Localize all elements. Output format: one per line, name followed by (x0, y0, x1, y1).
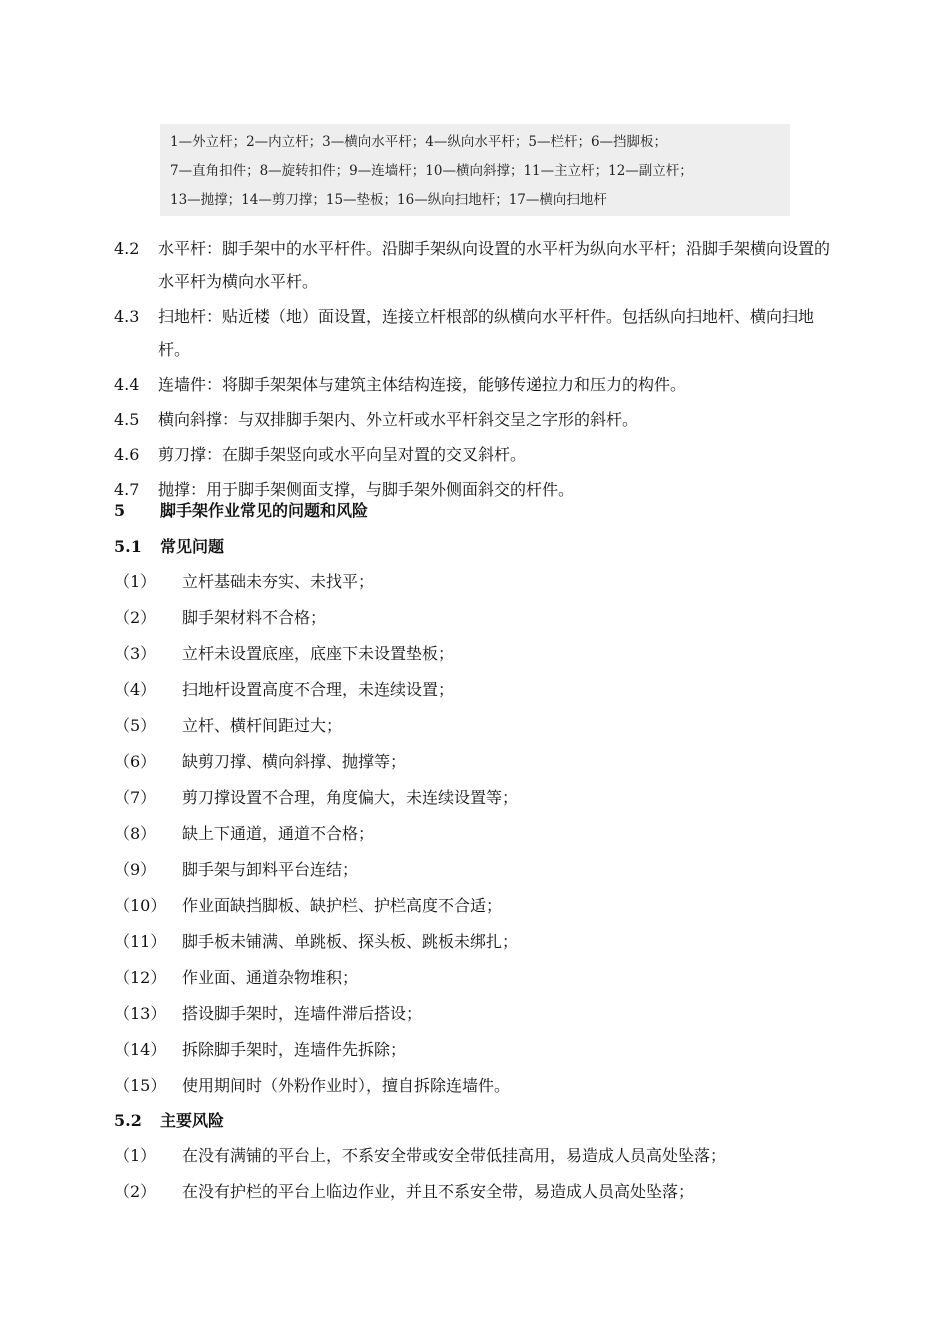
item-text: 缺上下通道，通道不合格； (182, 824, 375, 843)
definition-text: 水平杆：脚手架中的水平杆件。沿脚手架纵向设置的水平杆为纵向水平杆；沿脚手架横向设置的水平杆为横向水平杆。 (158, 239, 831, 291)
item-text: 使用期间时（外粉作业时），擅自拆除连墙件。 (182, 1076, 511, 1095)
main-risks-list (114, 1138, 854, 1210)
item-text: 立杆基础未夯实、未找平； (182, 572, 375, 591)
list-item (114, 816, 854, 852)
list-item (114, 888, 854, 924)
item-number: （11） (114, 932, 167, 951)
figure-legend (160, 124, 790, 216)
definition-4-4 (114, 368, 844, 401)
list-item (114, 960, 854, 996)
definition-number: 4.2 (114, 239, 140, 258)
list-item (114, 852, 854, 888)
definition-text: 横向斜撑：与双排脚手架内、外立杆或水平杆斜交呈之字形的斜杆。 (158, 410, 639, 429)
definition-4-6 (114, 438, 844, 471)
definition-4-5 (114, 403, 844, 436)
list-item (114, 1068, 854, 1104)
list-item (114, 1174, 854, 1210)
list-item (114, 600, 854, 636)
item-number: （1） (114, 1146, 157, 1165)
definition-text: 抛撑：用于脚手架侧面支撑，与脚手架外侧面斜交的杆件。 (158, 480, 575, 499)
legend-line: 7—直角扣件；8—旋转扣件；9—连墙杆；10—横向斜撑；11—主立杆；12—副立杆； (170, 163, 693, 179)
list-item (114, 636, 854, 672)
definition-number: 4.3 (114, 307, 140, 326)
list-item (114, 708, 854, 744)
item-number: （10） (114, 896, 167, 915)
item-text: 作业面缺挡脚板、缺护栏、护栏高度不合适； (182, 896, 503, 915)
definitions-list (114, 232, 844, 508)
definition-number: 4.7 (114, 480, 140, 499)
item-number: （9） (114, 860, 157, 879)
item-text: 作业面、通道杂物堆积； (182, 968, 359, 987)
item-text: 缺剪刀撑、横向斜撑、抛撑等； (182, 752, 407, 771)
definition-number: 4.4 (114, 375, 140, 394)
section-5-heading (114, 494, 368, 527)
legend-line: 13—抛撑；14—剪刀撑；15—垫板；16—纵向扫地杆；17—横向扫地杆 (170, 192, 607, 208)
item-number: （3） (114, 644, 157, 663)
section-number: 5.1 (114, 537, 142, 556)
item-number: （8） (114, 824, 157, 843)
list-item (114, 564, 854, 600)
item-text: 脚手架材料不合格； (182, 608, 327, 627)
legend-line: 1—外立杆；2—内立杆；3—横向水平杆；4—纵向水平杆；5—栏杆；6—挡脚板； (170, 134, 668, 150)
item-number: （13） (114, 1004, 167, 1023)
list-item (114, 924, 854, 960)
definition-4-3 (114, 300, 844, 366)
item-text: 立杆、横杆间距过大； (182, 716, 343, 735)
item-text: 脚手架与卸料平台连结； (182, 860, 359, 879)
definition-number: 4.5 (114, 410, 140, 429)
common-problems-list (114, 564, 854, 1104)
section-5-1-heading (114, 530, 224, 563)
item-text: 脚手板未铺满、单跳板、探头板、跳板未绑扎； (182, 932, 519, 951)
item-number: （12） (114, 968, 167, 987)
item-text: 搭设脚手架时，连墙件滞后搭设； (182, 1004, 423, 1023)
list-item (114, 996, 854, 1032)
section-title: 常见问题 (160, 537, 225, 556)
definition-number: 4.6 (114, 445, 140, 464)
list-item (114, 1032, 854, 1068)
item-text: 在没有护栏的平台上临边作业，并且不系安全带，易造成人员高处坠落； (182, 1182, 695, 1201)
item-text: 拆除脚手架时，连墙件先拆除； (182, 1040, 407, 1059)
item-text: 在没有满铺的平台上，不系安全带或安全带低挂高用，易造成人员高处坠落； (182, 1146, 727, 1165)
item-text: 扫地杆设置高度不合理，未连续设置； (182, 680, 455, 699)
item-text: 剪刀撑设置不合理，角度偏大，未连续设置等； (182, 788, 519, 807)
item-number: （7） (114, 788, 157, 807)
section-title: 主要风险 (160, 1111, 225, 1130)
list-item (114, 1138, 854, 1174)
section-5-2-heading (114, 1104, 224, 1137)
list-item (114, 672, 854, 708)
section-number: 5.2 (114, 1111, 142, 1130)
item-number: （14） (114, 1040, 167, 1059)
definition-text: 连墙件：将脚手架架体与建筑主体结构连接，能够传递拉力和压力的构件。 (158, 375, 687, 394)
item-number: （6） (114, 752, 157, 771)
item-number: （2） (114, 608, 157, 627)
item-number: （15） (114, 1076, 167, 1095)
section-number: 5 (114, 501, 126, 520)
definition-text: 扫地杆：贴近楼（地）面设置，连接立杆根部的纵横向水平杆件。包括纵向扫地杆、横向扫地杆。 (158, 307, 815, 359)
list-item (114, 744, 854, 780)
item-number: （5） (114, 716, 157, 735)
definition-text: 剪刀撑：在脚手架竖向或水平向呈对置的交叉斜杆。 (158, 445, 527, 464)
definition-4-2 (114, 232, 844, 298)
item-number: （4） (114, 680, 157, 699)
item-number: （1） (114, 572, 157, 591)
item-number: （2） (114, 1182, 157, 1201)
list-item (114, 780, 854, 816)
section-title: 脚手架作业常见的问题和风险 (160, 501, 369, 520)
item-text: 立杆未设置底座，底座下未设置垫板； (182, 644, 455, 663)
